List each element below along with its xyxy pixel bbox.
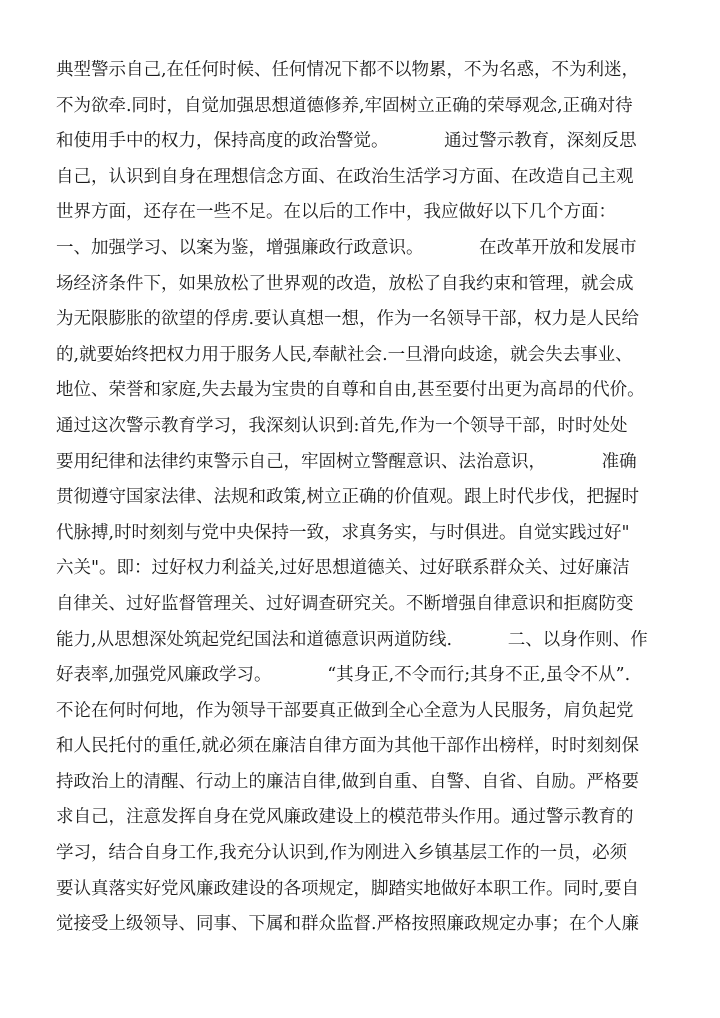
text-line: 不为欲牵.同时，自觉加强思想道德修养,牢固树立正确的荣辱观念,正确对待 [56,95,633,116]
text-line: 贯彻遵守国家法律、法规和政策,树立正确的价值观。跟上时代步伐，把握时 [56,487,640,508]
text-line: 不论在何时何地，作为领导干部要真正做到全心全意为人民服务，肩负起党 [56,700,634,721]
section-heading-line: 能力,从思想深处筑起党纪国法和道德意识两道防线. 二、以身作则、作 [56,629,648,650]
text-line: 求自己，注意发挥自身在党风廉政建设上的模范带头作用。通过警示教育的 [56,807,634,828]
body-text [56,53,676,943]
text-line: 和使用手中的权力，保持高度的政治警觉。 通过警示教育，深刻反思 [56,131,637,152]
text-line: 六关"。即：过好权力利益关,过好思想道德关、过好联系群众关、过好廉洁 [56,558,630,579]
text-line: 和人民托付的重任,就必须在廉洁自律方面为其他干部作出榜样，时时刻刻保 [56,736,640,757]
text-line: 为无限膨胀的欲望的俘虏.要认真想一想，作为一名领导干部，权力是人民给 [56,309,640,330]
text-line: 通过这次警示教育学习，我深刻认识到:首先,作为一个领导干部，时时处处 [56,415,628,436]
text-line: 好表率,加强党风廉政学习。 “其身正,不令而行;其身不正,虽令不从”. [56,665,631,686]
text-line: 的,就要始终把权力用于服务人民,奉献社会.一旦滑向歧途，就会失去事业、 [56,344,633,365]
text-line: 持政治上的清醒、行动上的廉洁自律,做到自重、自警、自省、自励。严格要 [56,771,640,792]
text-line: 要认真落实好党风廉政建设的各项规定，脚踏实地做好本职工作。同时,要自 [56,878,640,899]
text-line: 典型警示自己,在任何时候、任何情况下都不以物累，不为名惑，不为利迷， [56,60,640,80]
text-line: 代脉搏,时时刻刻与党中央保持一致，求真务实，与时俱进。自觉实践过好" [56,522,630,543]
text-line: 要用纪律和法律约束警示自己，牢固树立警醒意识、法治意识， 准确 [56,451,637,472]
text-line: 自律关、过好监督管理关、过好调查研究关。不断增强自律意识和拒腐防变 [56,593,634,614]
text-line: 自己，认识到自身在理想信念方面、在政治生活学习方面、在改造自己主观 [56,166,634,187]
text-line: 地位、荣誉和家庭,失去最为宝贵的自尊和自由,甚至要付出更为高昂的代价。 [56,380,645,401]
text-line: 场经济条件下，如果放松了世界观的改造，放松了自我约束和管理，就会成 [56,273,634,294]
text-line: 世界方面，还存在一些不足。在以后的工作中，我应做好以下几个方面： [56,202,616,223]
text-line: 学习，结合自身工作,我充分认识到,作为刚进入乡镇基层工作的一员，必须 [56,843,628,864]
text-line: 觉接受上级领导、同事、下属和群众监督.严格按照廉政规定办事；在个人廉 [56,914,640,935]
section-heading-line: 一、加强学习、以案为鉴，增强廉政行政意识。 在改革开放和发展市 [56,237,637,258]
